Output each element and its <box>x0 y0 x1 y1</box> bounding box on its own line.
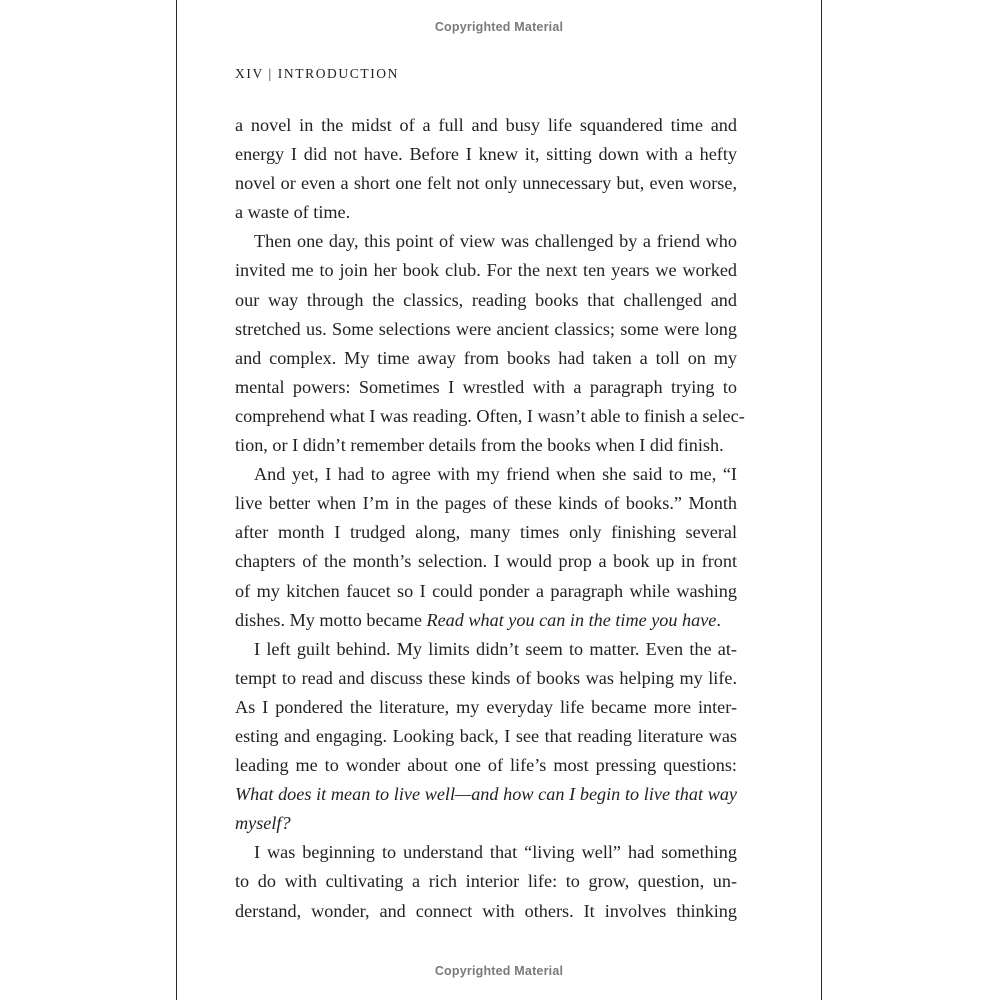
running-head: XIV | INTRODUCTION <box>235 66 399 81</box>
text-line: chapters of the month’s selection. I would prop a book up in front <box>235 551 737 572</box>
text-line: invited me to join her book club. For the next ten years we worked <box>235 260 737 281</box>
text-line: and complex. My time away from books had taken a toll on my <box>235 347 737 368</box>
text-line-with-motto <box>235 606 737 635</box>
text-line: a waste of time. <box>235 202 351 223</box>
copyright-watermark-top: Copyrighted Material <box>434 20 564 34</box>
motto-intro: dishes. My motto became <box>235 609 427 630</box>
body-text <box>235 111 745 926</box>
italic-question: What does it mean to live well—and how can I begin to live that way <box>235 784 737 805</box>
text-line: live better when I’m in the pages of these kinds of books.” Month <box>235 493 737 514</box>
copyright-watermark-bottom: Copyrighted Material <box>434 964 564 978</box>
text-line: a novel in the midst of a full and busy life squandered time and <box>235 115 737 135</box>
motto-period: . <box>716 609 721 630</box>
text-line: tion, or I didn’t remember details from the books when I did finish. <box>235 435 724 456</box>
text-line: derstand, wonder, and connect with others. It involves thinking <box>235 900 737 921</box>
text-line: stretched us. Some selections were ancient classics; some were long <box>235 318 737 339</box>
paragraph-first-line: Then one day, this point of view was challenged by a friend who <box>254 231 737 252</box>
text-line: novel or even a short one felt not only unnecessary but, even worse, <box>235 173 737 194</box>
text-line: energy I did not have. Before I knew it, sitting down with a hefty <box>235 144 737 165</box>
book-page <box>176 0 822 1000</box>
motto-italic: Read what you can in the time you have <box>426 609 717 630</box>
paragraph-first-line: I was beginning to understand that “living well” had something <box>254 842 737 863</box>
text-line: As I pondered the literature, my everyday life became more inter- <box>235 696 737 717</box>
text-line: comprehend what I was reading. Often, I wasn’t able to finish a selec- <box>235 405 745 426</box>
text-line: to do with cultivating a rich interior life: to grow, question, un- <box>235 871 737 892</box>
text-line: our way through the classics, reading books that challenged and <box>235 289 737 310</box>
text-line-italic <box>235 780 737 809</box>
text-line: leading me to wonder about one of life’s most pressing questions: <box>235 755 737 776</box>
paragraph-first-line: I left guilt behind. My limits didn’t seem to matter. Even the at- <box>254 638 737 659</box>
text-line: tempt to read and discuss these kinds of books was helping my life. <box>235 667 737 688</box>
text-line: esting and engaging. Looking back, I see that reading literature was <box>235 725 737 746</box>
paragraph-first-line: And yet, I had to agree with my friend when she said to me, “I <box>254 464 737 485</box>
text-line-italic <box>235 809 737 838</box>
italic-question-end: myself? <box>235 813 291 834</box>
text-line: of my kitchen faucet so I could ponder a paragraph while washing <box>235 580 737 601</box>
text-line: after month I trudged along, many times only finishing several <box>235 522 737 543</box>
text-line: mental powers: Sometimes I wrestled with a paragraph trying to <box>235 376 737 397</box>
